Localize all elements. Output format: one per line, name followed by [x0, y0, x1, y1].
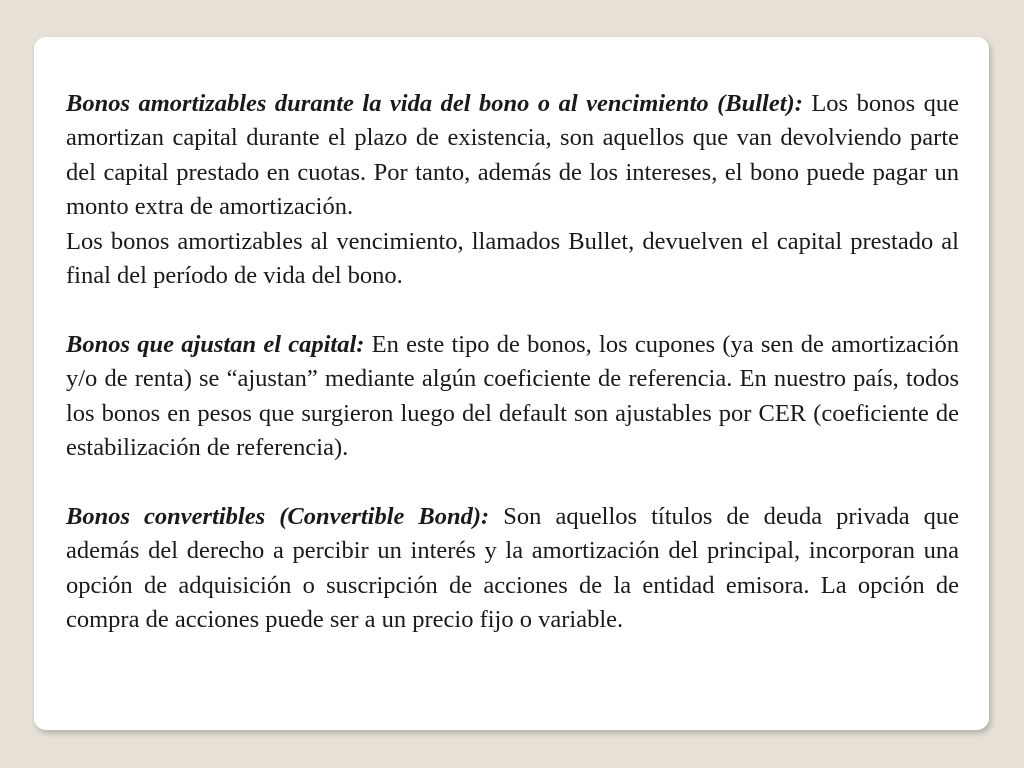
- paragraph-convertible-bonds: [66, 500, 959, 638]
- paragraph-adjustable-bonds: [66, 328, 959, 466]
- definition-convertible-bonds: Son aquellos títulos de deuda privada que además del derecho a percibir un interés y la amortización del principal, incorporan una opción de adquisición o suscripción de acciones de la entidad emisora. La opción de compra de acciones puede ser a un precio fijo o variable.: [66, 502, 960, 634]
- term-adjustable-bonds: Bonos que ajustan el capital:: [66, 330, 365, 358]
- term-convertible-bonds: Bonos convertibles (Convertible Bond):: [66, 502, 490, 530]
- paragraph-bullet-continuation: Los bonos amortizables al vencimiento, llamados Bullet, devuelven el capital prestado al final del período de vida del bono.: [66, 227, 959, 290]
- paragraph-spacer: [66, 465, 959, 499]
- slide-content: [66, 87, 959, 637]
- slide-card: [34, 37, 989, 730]
- term-amortizable-bonds: Bonos amortizables durante la vida del bono o al vencimiento (Bullet):: [66, 90, 803, 117]
- paragraph-bullet-bonds: [66, 87, 959, 225]
- definition-amortizable-bonds: Los bonos que amortizan capital durante el plazo de existencia, son aquellos que van devolviendo parte del capital prestado en cuotas. Por tanto, además de los intereses, el bono puede pagar un monto extra de amortización.: [66, 90, 959, 221]
- paragraph-spacer: [66, 293, 959, 327]
- definition-adjustable-bonds: En este tipo de bonos, los cupones (ya sen de amortización y/o de renta) se “ajustan” mediante algún coeficiente de referencia. En nuestro país, todos los bonos en pesos que surgieron luego del default son ajustables por CER (coeficiente de estabilización de referencia).: [66, 330, 959, 462]
